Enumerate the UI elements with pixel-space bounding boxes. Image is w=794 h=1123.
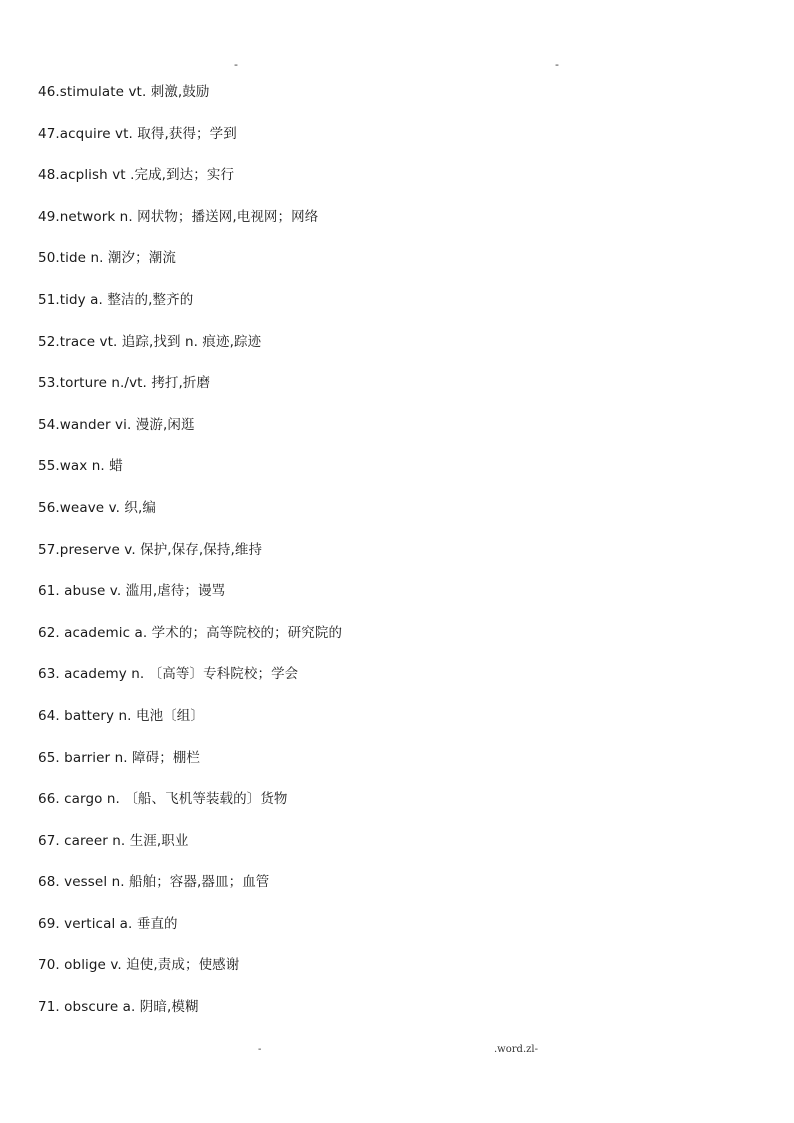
vocab-entry: 65. barrier n. 障碍；棚栏: [38, 749, 201, 766]
vocab-entry: 52.trace vt. 追踪,找到 n. 痕迹,踪迹: [38, 333, 262, 350]
footer-left-mark: -: [258, 1044, 262, 1055]
vocab-entry: 66. cargo n. 〔船、飞机等装载的〕货物: [38, 791, 288, 808]
vocab-entry: 51.tidy a. 整洁的,整齐的: [38, 291, 194, 308]
vocab-entry: 55.wax n. 蜡: [38, 458, 123, 475]
vocab-entry: 63. academy n. 〔高等〕专科院校；学会: [38, 666, 299, 683]
vocab-entry: 47.acquire vt. 取得,获得；学到: [38, 125, 237, 142]
vocabulary-list: [38, 82, 738, 1039]
vocab-entry: 54.wander vi. 漫游,闲逛: [38, 416, 195, 433]
vocab-entry: 68. vessel n. 船舶；容器,器皿；血管: [38, 874, 270, 891]
vocab-entry: 50.tide n. 潮汐；潮流: [38, 250, 176, 267]
vocab-entry: 46.stimulate vt. 刺激,鼓励: [38, 84, 210, 100]
header-right-mark: -: [555, 58, 559, 71]
vocab-entry: 49.network n. 网状物；播送网,电视网；网络: [38, 208, 319, 225]
vocab-entry: 64. battery n. 电池〔组〕: [38, 707, 204, 724]
vocab-entry: 48.acplish vt .完成,到达；实行: [38, 167, 235, 184]
vocab-entry: 71. obscure a. 阴暗,模糊: [38, 999, 199, 1016]
vocab-entry: 56.weave v. 织,编: [38, 499, 156, 516]
header-left-mark: -: [234, 58, 238, 71]
vocab-entry: 61. abuse v. 滥用,虐待；谩骂: [38, 583, 226, 600]
vocab-entry: 57.preserve v. 保护,保存,保持,维持: [38, 541, 263, 558]
vocab-entry: 62. academic a. 学术的；高等院校的；研究院的: [38, 624, 343, 641]
vocab-entry: 53.torture n./vt. 拷打,折磨: [38, 375, 211, 392]
vocab-entry: 70. oblige v. 迫使,责成；使感谢: [38, 957, 240, 974]
vocab-entry: 67. career n. 生涯,职业: [38, 832, 189, 849]
vocab-entry: 69. vertical a. 垂直的: [38, 915, 178, 932]
footer-source-text: .word.zl-: [494, 1044, 538, 1055]
